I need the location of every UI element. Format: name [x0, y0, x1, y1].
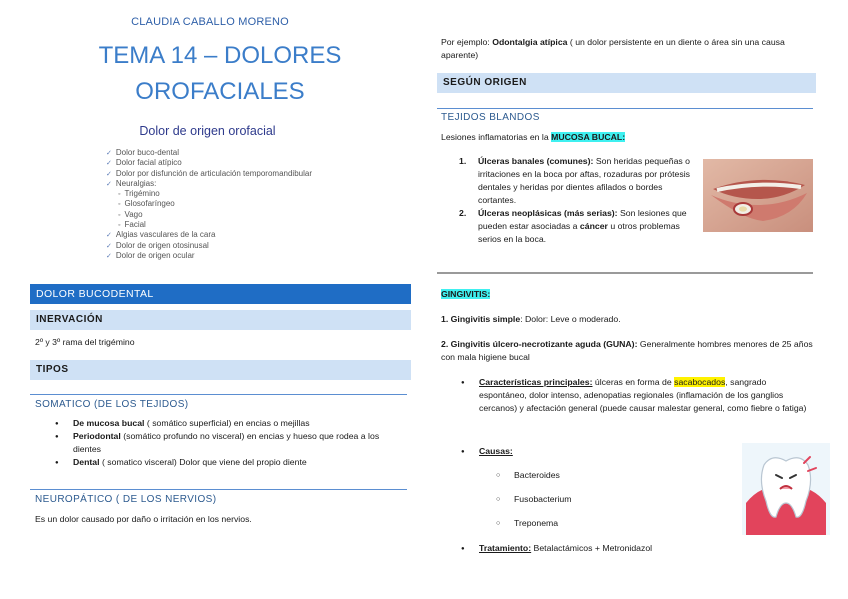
neuropatico-text: Es un dolor causado por daño o irritación en los nervios.: [35, 514, 252, 524]
causas-list: [441, 469, 741, 541]
sacabocados-highlight: sacabocados: [674, 377, 726, 387]
author-name: CLAUDIA CABALLO MORENO: [131, 16, 289, 28]
gingivitis-guna: 2. Gingivitis úlcero-necrotizante aguda (GUNA): Generalmente hombres menores de 25 años con mala higiene bucal: [441, 339, 813, 362]
painful-tooth-illustration: [742, 443, 830, 535]
title-line-2: OROFACIALES: [135, 78, 305, 105]
section-bar-tipos: TIPOS: [30, 360, 411, 380]
section-bar-segun-origen: SEGÚN ORIGEN: [437, 73, 816, 93]
mucosa-highlight: MUCOSA BUCAL:: [551, 132, 626, 142]
list-item: ○ Fusobacterium: [441, 493, 741, 517]
slide-title: Dolor de origen orofacial: [139, 124, 276, 138]
slide-sub-item: ◦ Facial: [106, 220, 315, 230]
slide-item: ✓ Neuralgias:: [106, 179, 315, 189]
list-item: 1. Úlceras banales (comunes): Son heridas pequeñas o irritaciones en la boca por aftas, rozaduras por prótesis dentales y heridas por dientes afilados o bordes cortantes.: [459, 156, 691, 205]
slide-item: ✓ Algias vasculares de la cara: [106, 230, 315, 240]
slide-image: [100, 118, 315, 258]
somatico-heading: SOMATICO (DE LOS TEJIDOS): [35, 399, 189, 410]
list-item: ○ Bacteroides: [441, 469, 741, 493]
list-item: ● Causas:: [441, 445, 741, 458]
causas-block: [441, 445, 741, 458]
neuropatico-heading: NEUROPÁTICO ( DE LOS NERVIOS): [35, 494, 217, 505]
divider: [30, 489, 407, 490]
slide-item: ✓ Dolor de origen otosinusal: [106, 241, 315, 251]
divider: [30, 394, 407, 395]
slide-sub-item: ◦ Glosofaríngeo: [106, 199, 315, 209]
slide-item: ✓ Dolor de origen ocular: [106, 251, 315, 261]
guna-details: [441, 376, 811, 415]
list-item: ● Tratamiento: Betalactámicos + Metronidazol: [441, 542, 811, 555]
gingivitis-title: GINGIVITIS:: [441, 289, 491, 299]
list-item: ● Características principales: úlceras en forma de sacabocados, sangrado espontáneo, dolor intenso, adenopatias regionales (inflamación de los ganglios cercanos) y afectación general (puede causar malestar general, como fiebre o fatiga): [441, 376, 811, 415]
mouth-ulcer-photo: [703, 159, 813, 232]
slide-item: ✓ Dolor facial atípico: [106, 158, 315, 168]
section-bar-inervacion: INERVACIÓN: [30, 310, 411, 330]
gingivitis-simple: 1. Gingivitis simple: Dolor: Leve o moderado.: [441, 314, 621, 324]
inervacion-text: 2º y 3º rama del trigémino: [35, 337, 135, 347]
tratamiento-block: [441, 542, 811, 555]
divider: [437, 108, 813, 109]
ulceras-list: [441, 155, 691, 246]
list-item: ○ Treponema: [441, 517, 741, 541]
list-item: 2. Úlceras neoplásicas (más serias): Son lesiones que pueden estar asociadas a cáncer u otros problemas serios en la boca.: [459, 208, 687, 244]
lesiones-text: Lesiones inflamatorias en la MUCOSA BUCAL:: [441, 132, 626, 142]
page-title: [0, 38, 440, 110]
section-bar-dolor-bucodental: DOLOR BUCODENTAL: [30, 284, 411, 304]
slide-item: ✓ Dolor por disfunción de articulación temporomandibular: [106, 169, 315, 179]
list-item: ● Periodontal (somático profundo no visceral) en encias y hueso que rodea a los dientes: [35, 430, 405, 456]
slide-list: [100, 148, 315, 261]
slide-item: ✓ Dolor buco-dental: [106, 148, 315, 158]
list-item: ● De mucosa bucal ( somático superficial) en encias o mejillas: [35, 417, 405, 430]
tejidos-heading: TEJIDOS BLANDOS: [441, 112, 540, 123]
slide-sub-item: ◦ Vago: [106, 210, 315, 220]
list-item: ● Dental ( somatico visceral) Dolor que viene del propio diente: [35, 456, 405, 469]
somatico-list: [35, 417, 405, 469]
slide-sub-item: ◦ Trigémino: [106, 189, 315, 199]
example-text: Por ejemplo: Odontalgia atípica ( un dolor persistente en un diente o área sin una causa aparente): [441, 37, 785, 60]
title-line-1: TEMA 14 – DOLORES: [98, 42, 342, 69]
divider: [437, 272, 813, 274]
